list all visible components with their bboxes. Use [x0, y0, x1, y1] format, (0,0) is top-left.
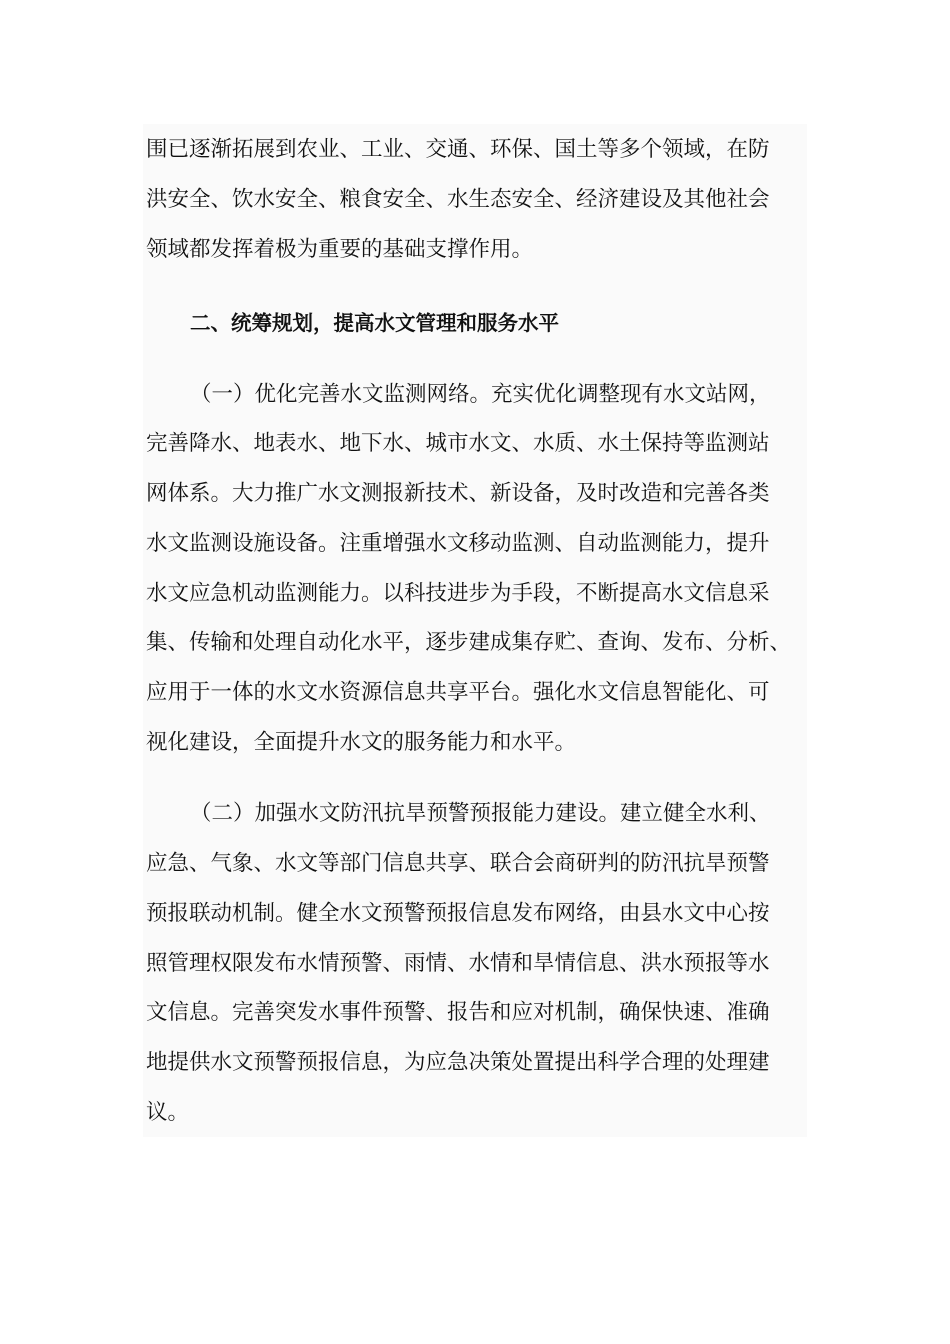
document-body: [143, 124, 807, 1137]
paragraph-line: 水文监测设施设备。注重增强水文移动监测、自动监测能力，提升: [146, 531, 770, 556]
section-heading: 二、统筹规划，提高水文管理和服务水平: [190, 311, 559, 335]
paragraph-line: 围已逐渐拓展到农业、工业、交通、环保、国土等多个领域，在防: [146, 137, 770, 162]
paragraph-line: 洪安全、饮水安全、粮食安全、水生态安全、经济建设及其他社会: [146, 187, 770, 212]
paragraph-line: 完善降水、地表水、地下水、城市水文、水质、水土保持等监测站: [146, 431, 770, 456]
paragraph-line: 网体系。大力推广水文测报新技术、新设备，及时改造和完善各类: [146, 481, 770, 506]
paragraph-line: （二）加强水文防汛抗旱预警预报能力建设。建立健全水利、: [190, 801, 771, 826]
paragraph-line: 应用于一体的水文水资源信息共享平台。强化水文信息智能化、可: [146, 680, 770, 705]
paragraph-line: 照管理权限发布水情预警、雨情、水情和旱情信息、洪水预报等水: [146, 951, 770, 976]
paragraph-line: 视化建设，全面提升水文的服务能力和水平。: [146, 730, 577, 755]
paragraph-line: （一）优化完善水文监测网络。充实优化调整现有水文站网，: [190, 382, 771, 407]
paragraph-line: 预报联动机制。健全水文预警预报信息发布网络，由县水文中心按: [146, 901, 770, 926]
paragraph-line: 地提供水文预警预报信息，为应急决策处置提出科学合理的处理建: [146, 1050, 770, 1075]
paragraph-line: 文信息。完善突发水事件预警、报告和应对机制，确保快速、准确: [146, 1000, 770, 1025]
paragraph-line: 领域都发挥着极为重要的基础支撑作用。: [146, 237, 534, 262]
paragraph-line: 水文应急机动监测能力。以科技进步为手段，不断提高水文信息采: [146, 581, 770, 606]
paragraph-line: 议。: [146, 1100, 190, 1125]
paragraph-line: 应急、气象、水文等部门信息共享、联合会商研判的防汛抗旱预警: [146, 851, 770, 876]
paragraph-line: 集、传输和处理自动化水平，逐步建成集存贮、查询、发布、分析、: [146, 630, 792, 655]
